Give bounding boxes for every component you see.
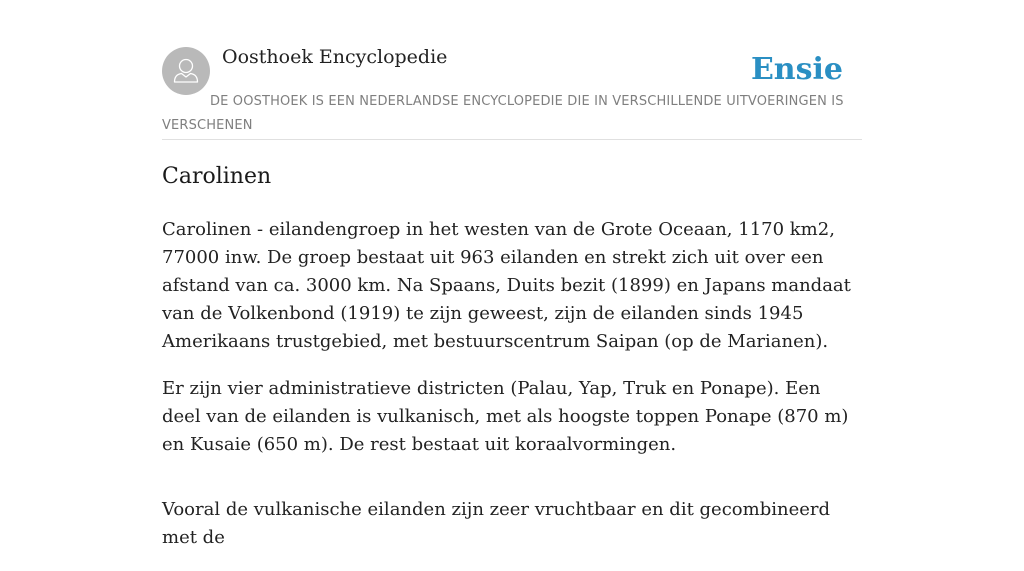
article-body [162,216,862,571]
user-avatar-icon[interactable] [162,47,210,95]
article-paragraph: Vooral de vulkanische eilanden zijn zeer vruchtbaar en dit gecombineerd met de [162,499,831,548]
source-description: DE OOSTHOEK IS EEN NEDERLANDSE ENCYCLOPEDIE DIE IN VERSCHILLENDE UITVOERINGEN IS VERSCHENEN [162,94,844,133]
source-header [162,0,862,140]
ensie-logo[interactable]: Ensie [750,52,843,87]
page-container [162,0,862,548]
source-title-link[interactable]: Oosthoek Encyclopedie [222,46,448,68]
article-paragraph: Carolinen - eilandengroep in het westen van de Grote Oceaan, 1170 km2, 77000 inw. De groep bestaat uit 963 eilanden en strekt zich uit over een afstand van ca. 3000 km. Na Spaans, Duits bezit (1899) en Japans mandaat van de Volkenbond (1919) te zijn geweest, zijn de eilanden sinds 1945 Amerikaans trustgebied, met bestuurscentrum Saipan (op de Marianen). [162,219,851,352]
article-title: Carolinen [162,164,272,189]
article-paragraph: Er zijn vier administratieve districten (Palau, Yap, Truk en Ponape). Een deel van de eilanden is vulkanisch, met als hoogste toppen Ponape (870 m) en Kusaie (650 m). De rest bestaat uit koraalvormingen. [162,378,849,455]
user-outline-icon [162,47,210,95]
